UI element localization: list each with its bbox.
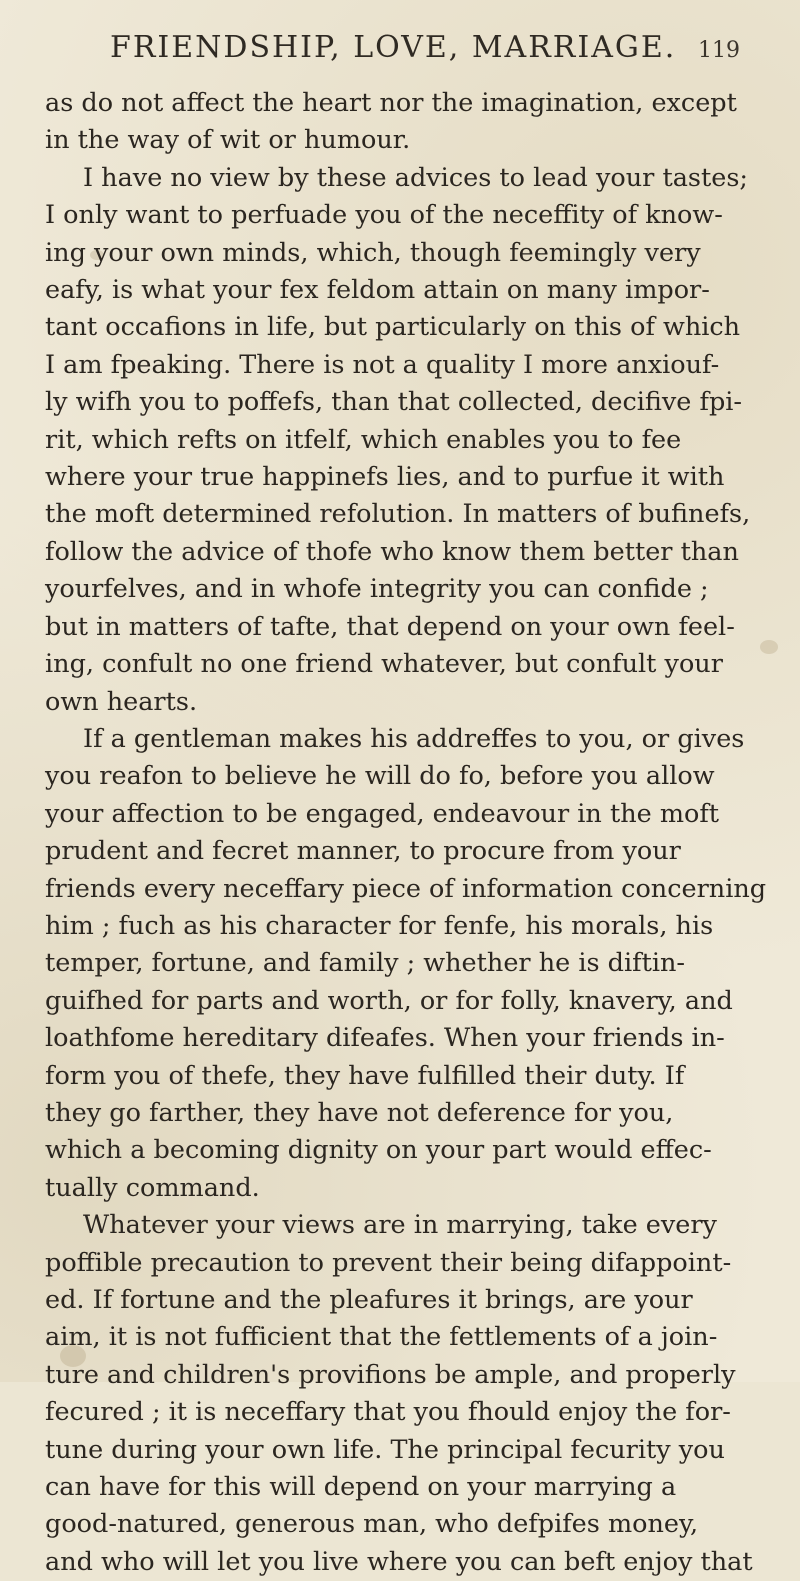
text-line: good-natured, generous man, who defpifes money, [45,1509,699,1540]
text-line: where your true happinefs lies, and to purfue it with [45,462,725,493]
text-line: him ; fuch as his character for fenfe, his morals, his [45,910,714,941]
text-line: tant occafions in life, but particularly on this of which [45,312,741,343]
running-head: FRIENDSHIP, LOVE, MARRIAGE. [110,30,677,65]
text-line: I only want to perfuade you of the neceffity of know- [45,200,723,231]
text-line: ture and children's provifions be ample, and properly [45,1359,736,1390]
text-line: can have for this will depend on your marrying a [45,1472,677,1503]
text-line: tune during your own life. The principal fecurity you [45,1434,725,1465]
page-number: 119 [698,38,740,63]
text-line: If a gentleman makes his addreffes to you, or gives [83,723,745,754]
text-line: I have no view by these advices to lead your tastes; [83,162,749,193]
text-line: own hearts. [45,686,198,717]
text-line: ly wifh you to poffefs, than that collected, decifive fpi- [45,387,743,418]
text-line: in the way of wit or humour. [45,125,411,156]
text-line: I am fpeaking. There is not a quality I more anxiouf- [45,349,720,380]
text-line: temper, fortune, and family ; whether he is diftin- [45,948,686,979]
text-line: yourfelves, and in whofe integrity you can confide ; [45,574,709,605]
text-line: rit, which refts on itfelf, which enables you to fee [45,424,682,455]
text-line: fecured ; it is neceffary that you fhould enjoy the for- [45,1397,731,1428]
body-text [45,85,775,1581]
text-line: guifhed for parts and worth, or for folly, knavery, and [45,985,733,1016]
text-line: they go farther, they have not deference for you, [45,1097,674,1128]
text-line: loathfome hereditary difeafes. When your friends in- [45,1023,725,1054]
text-line: as do not affect the heart nor the imagination, except [45,88,737,118]
text-line: ing, confult no one friend whatever, but confult your [45,649,723,680]
text-line: tually command. [45,1172,260,1203]
text-line: ed. If fortune and the pleafures it brings, are your [45,1285,693,1315]
text-line: follow the advice of thofe who know them better than [45,536,739,567]
text-line: aim, it is not fufficient that the fettlements of a join- [45,1322,718,1353]
text-line: friends every neceffary piece of information concerning [45,873,767,904]
text-line: the moft determined refolution. In matters of bufinefs, [45,499,751,530]
text-line: you reafon to believe he will do fo, before you allow [45,761,715,792]
text-line: poffible precaution to prevent their being difappoint- [45,1247,732,1278]
text-line: eafy, is what your fex feldom attain on many impor- [45,275,710,306]
text-line: but in matters of tafte, that depend on your own feel- [45,611,735,642]
text-line: your affection to be engaged, endeavour in the moft [45,798,720,829]
text-line: form you of thefe, they have fulfilled their duty. If [45,1060,685,1091]
text-line: ing your own minds, which, though feemingly very [45,237,701,268]
text-line: and who will let you live where you can beft enjoy that [45,1546,753,1577]
text-line: which a becoming dignity on your part would effec- [45,1135,712,1166]
text-line: Whatever your views are in marrying, take every [83,1210,717,1241]
text-line: prudent and fecret manner, to procure from your [45,836,681,867]
page-header [80,30,740,65]
